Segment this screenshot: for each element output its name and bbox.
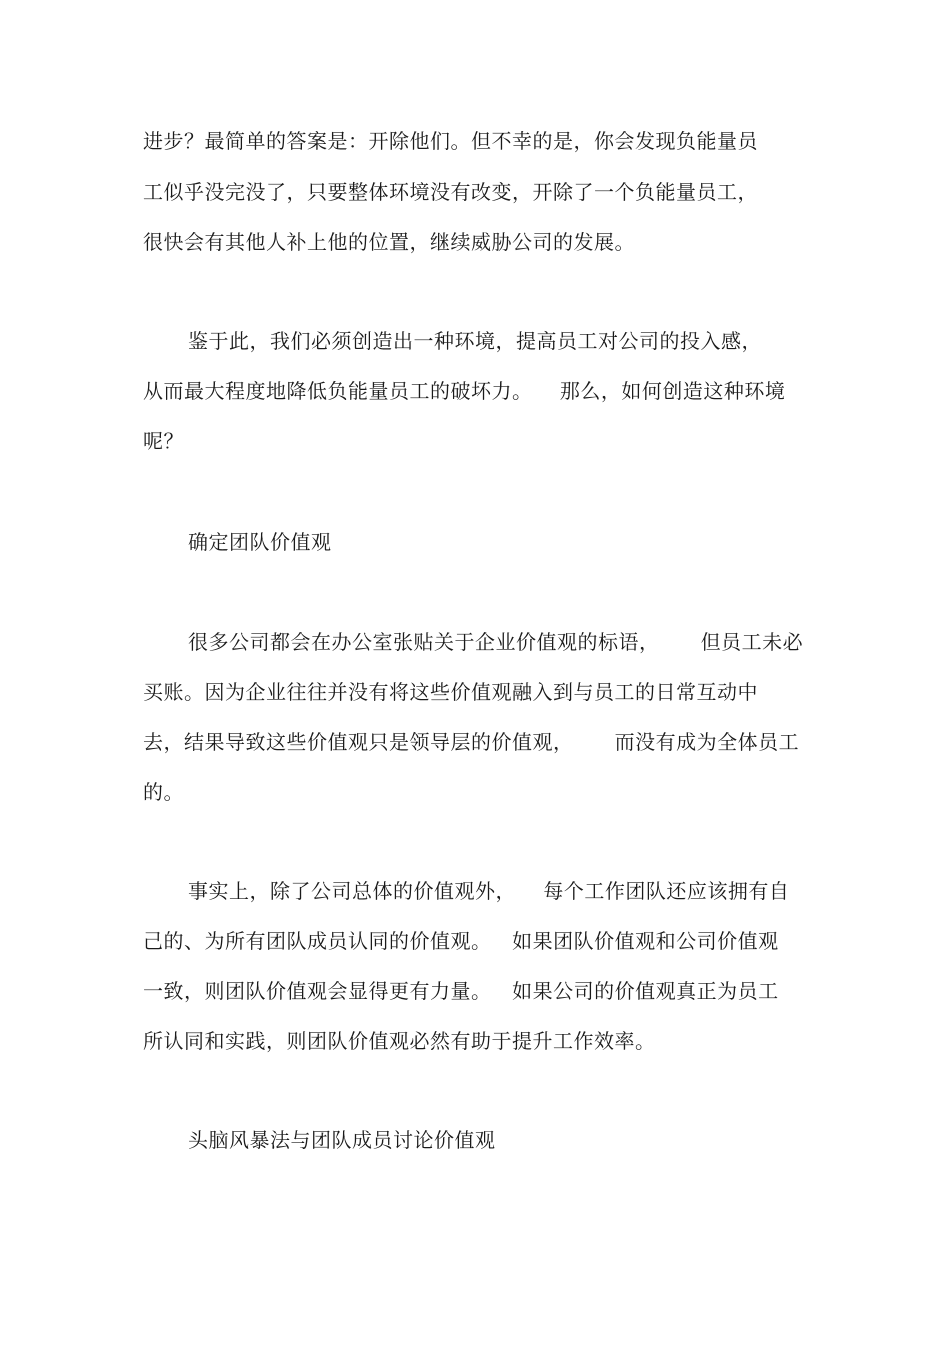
paragraph-1-line-1: 进步？最简单的答案是：开除他们。但不幸的是，你会发现负能量员 (143, 129, 758, 153)
paragraph-3-line-3: 去，结果导致这些价值观只是领导层的价值观， 而没有成为全体员工 (143, 730, 800, 754)
section-heading-team-values: 确定团队价值观 (188, 530, 332, 554)
paragraph-3-line-2: 买账。因为企业往往并没有将这些价值观融入到与员工的日常互动中 (143, 680, 758, 704)
paragraph-1-line-2: 工似乎没完没了，只要整体环境没有改变，开除了一个负能量员工， (143, 180, 758, 204)
paragraph-1-line-3: 很快会有其他人补上他的位置，继续威胁公司的发展。 (143, 230, 635, 254)
paragraph-4-line-3: 一致，则团队价值观会显得更有力量。 如果公司的价值观真正为员工 (143, 979, 779, 1003)
paragraph-3-line-1: 很多公司都会在办公室张贴关于企业价值观的标语， 但员工未必 (188, 630, 804, 654)
paragraph-4-line-1: 事实上，除了公司总体的价值观外， 每个工作团队还应该拥有自 (188, 879, 790, 903)
paragraph-4-line-2: 己的、为所有团队成员认同的价值观。 如果团队价值观和公司价值观 (143, 929, 779, 953)
section-heading-brainstorm-values: 头脑风暴法与团队成员讨论价值观 (188, 1128, 496, 1152)
paragraph-2-line-2: 从而最大程度地降低负能量员工的破坏力。 那么，如何创造这种环境 (143, 379, 786, 403)
paragraph-3-line-4: 的。 (143, 780, 184, 804)
paragraph-2-line-1: 鉴于此，我们必须创造出一种环境，提高员工对公司的投入感， (188, 329, 762, 353)
paragraph-4-line-4: 所认同和实践，则团队价值观必然有助于提升工作效率。 (143, 1029, 656, 1053)
paragraph-2-line-3: 呢？ (143, 429, 184, 453)
